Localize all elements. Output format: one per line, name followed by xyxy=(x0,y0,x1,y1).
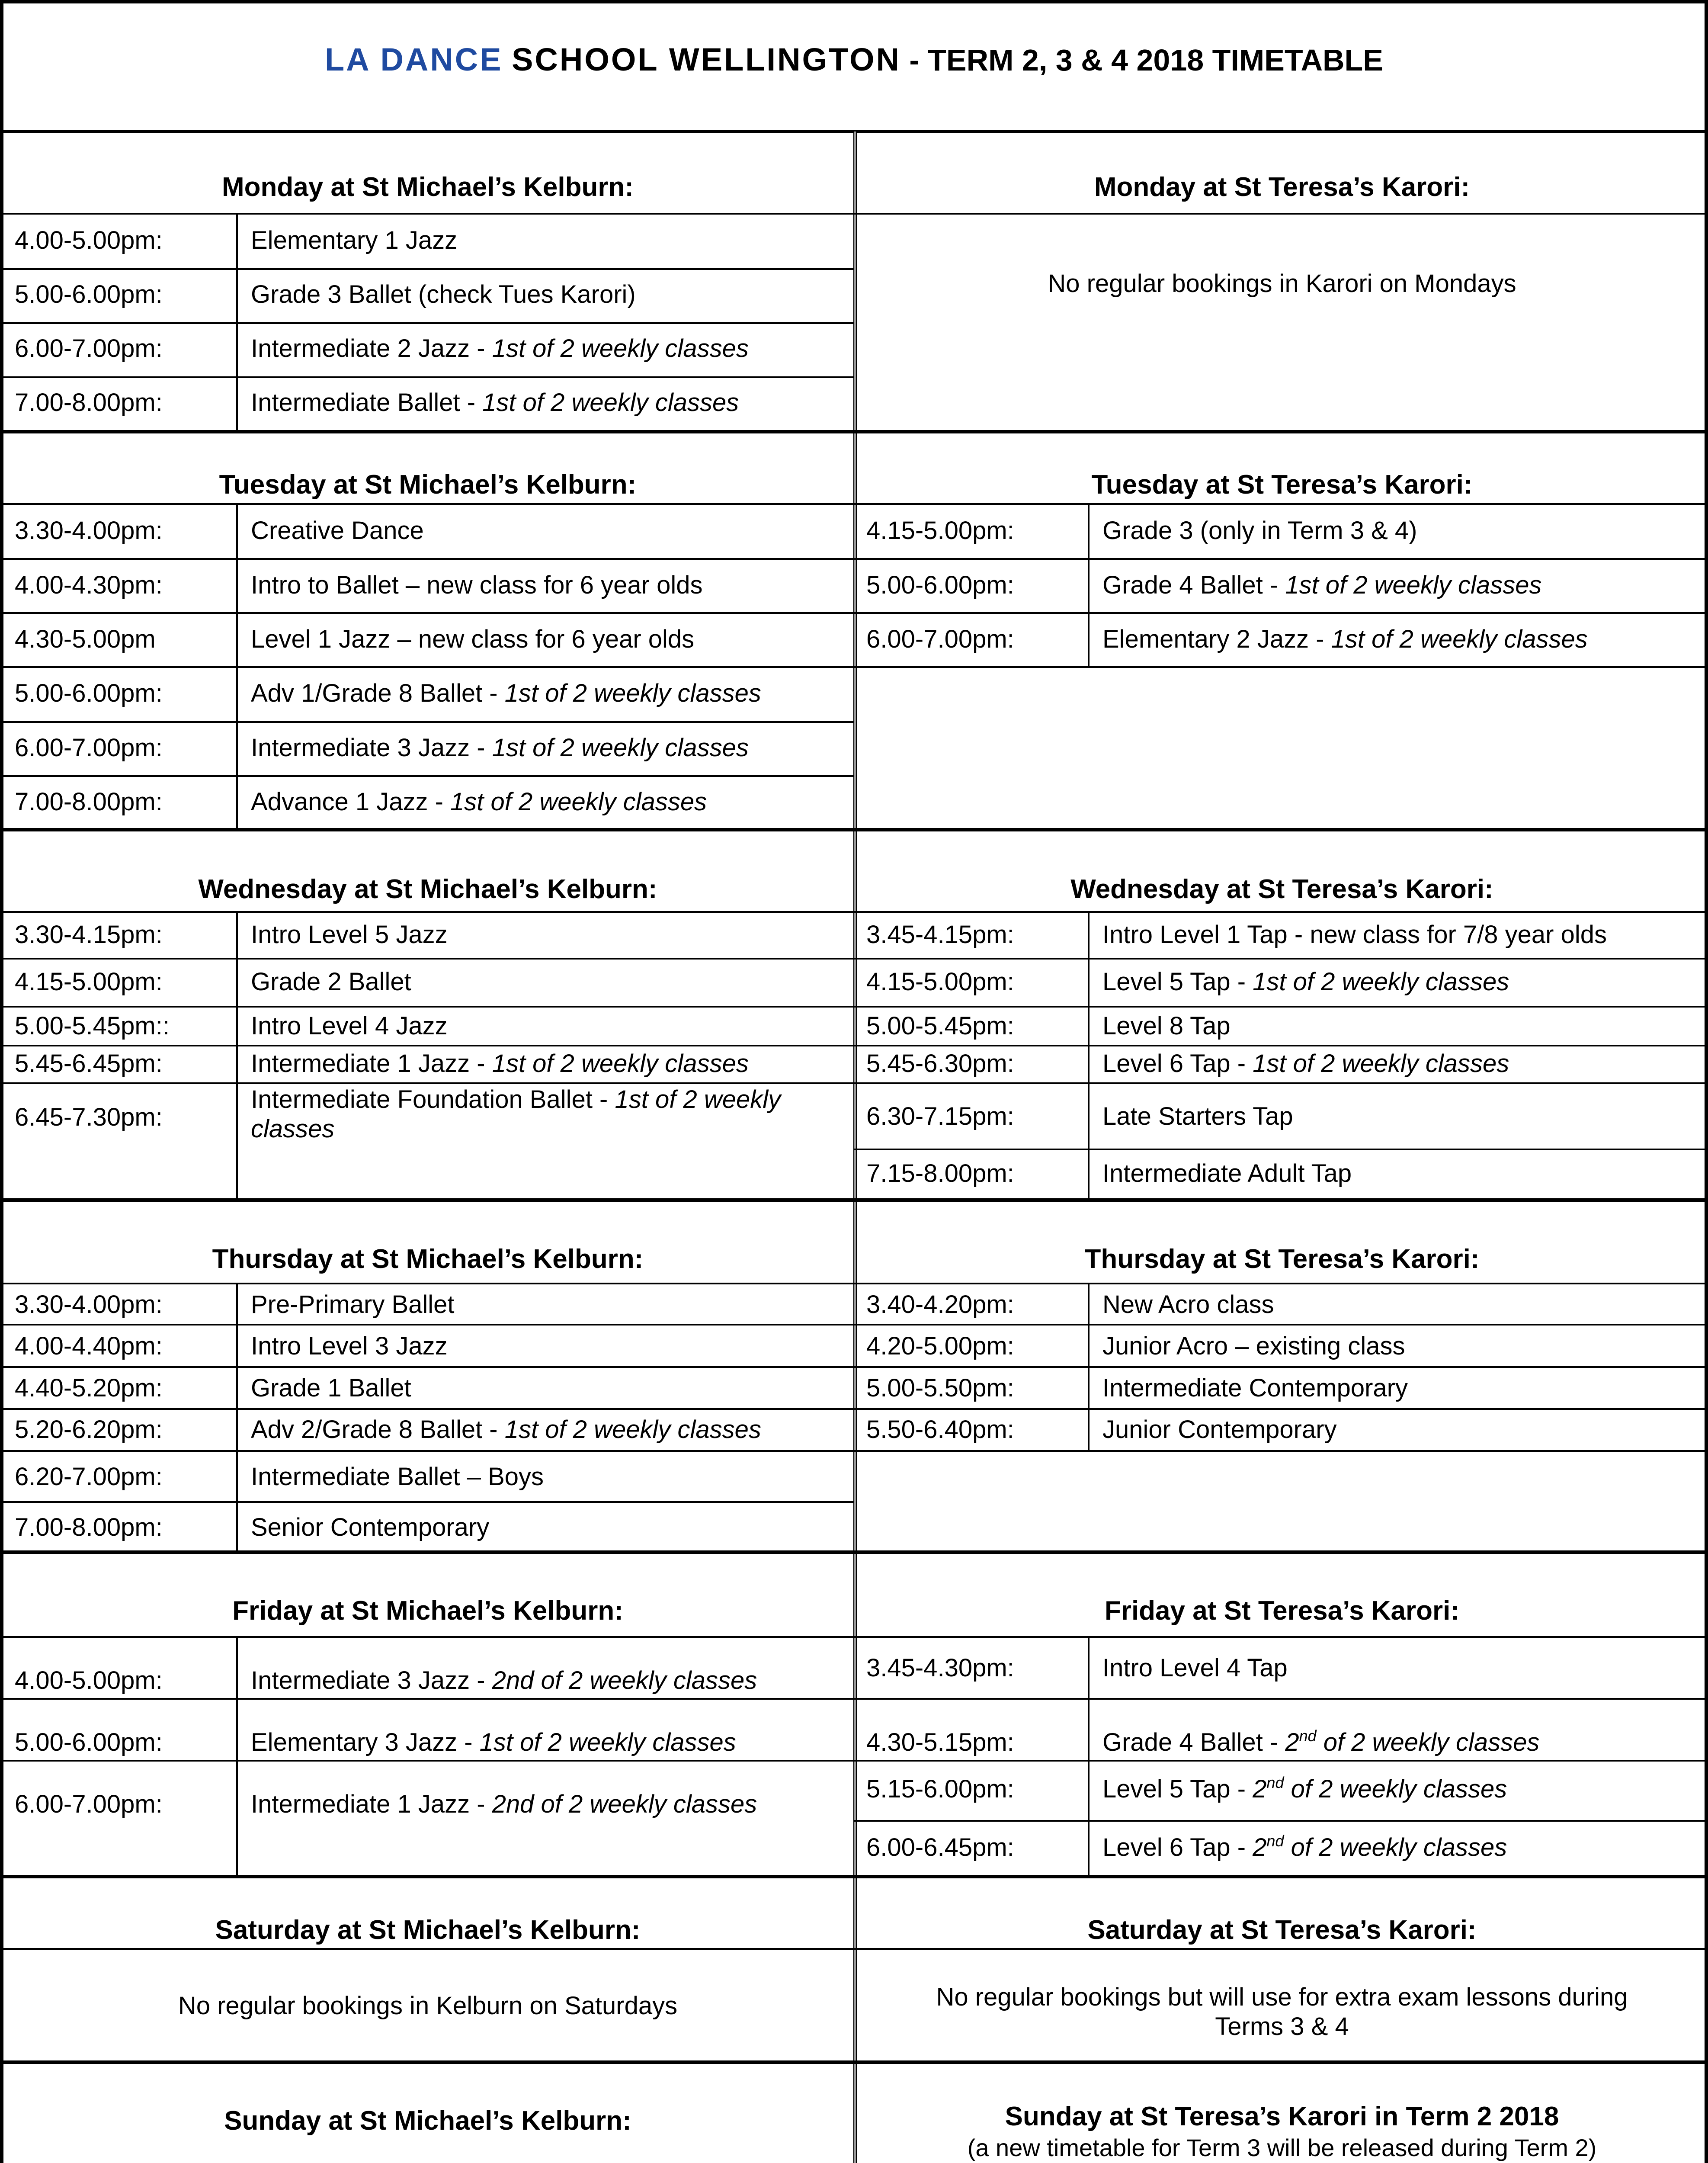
class-title: Senior Contemporary xyxy=(251,1513,490,1541)
class-title: Elementary 2 Jazz - xyxy=(1102,625,1331,653)
class-title: Late Starters Tap xyxy=(1102,1102,1293,1130)
day-separator xyxy=(0,828,1708,831)
class-title: Intro Level 1 Tap - new class for 7/8 year olds xyxy=(1102,921,1607,949)
class-time: 5.00-6.00pm: xyxy=(15,679,163,707)
rule xyxy=(0,1501,854,1503)
class-title: Intro Level 4 Tap xyxy=(1102,1654,1288,1682)
class-time: 5.45-6.45pm: xyxy=(15,1049,163,1078)
page-title xyxy=(0,41,1708,78)
day-heading: Thursday at St Teresa’s Karori: xyxy=(1084,1244,1480,1274)
class-title: Pre-Primary Ballet xyxy=(251,1290,455,1319)
class-name xyxy=(251,388,739,417)
class-note: 1st of 2 weekly classes xyxy=(504,1415,761,1444)
rule xyxy=(0,1636,1708,1638)
class-title: Intermediate 1 Jazz - xyxy=(251,1049,492,1078)
class-name xyxy=(1102,1159,1352,1188)
class-title: Grade 3 (only in Term 3 & 4) xyxy=(1102,517,1417,545)
class-title: Intro to Ballet – new class for 6 year olds xyxy=(251,571,703,599)
class-time: 5.00-6.00pm: xyxy=(15,1728,163,1756)
class-title: Intermediate Ballet – Boys xyxy=(251,1463,544,1491)
day-heading: Saturday at St Teresa’s Karori: xyxy=(1087,1915,1477,1945)
class-time: 4.15-5.00pm: xyxy=(15,968,163,996)
class-name xyxy=(1102,1102,1293,1131)
class-name xyxy=(251,517,424,545)
class-title: Intermediate Contemporary xyxy=(1102,1374,1408,1402)
class-name xyxy=(251,968,411,996)
class-note: 1st of 2 weekly classes xyxy=(479,1728,736,1756)
class-note: 2nd of 2 weekly classes xyxy=(492,1790,757,1818)
class-name xyxy=(251,571,703,600)
class-title: Grade 4 Ballet - xyxy=(1102,571,1285,599)
class-time: 7.00-8.00pm: xyxy=(15,388,163,417)
class-time: 5.00-5.50pm: xyxy=(866,1374,1014,1402)
class-name xyxy=(1102,571,1541,600)
class-time: 4.40-5.20pm: xyxy=(15,1374,163,1402)
ordinal-suffix: nd xyxy=(1266,1832,1284,1850)
rule xyxy=(0,1366,1708,1368)
class-name xyxy=(251,1728,736,1757)
day-heading: Sunday at St Teresa’s Karori in Term 2 2018 xyxy=(1005,2102,1559,2131)
class-name xyxy=(251,1374,411,1402)
class-time: 5.00-5.45pm:: xyxy=(15,1012,170,1040)
class-name xyxy=(251,734,749,762)
school-name: SCHOOL WELLINGTON xyxy=(512,42,901,77)
day-heading: Wednesday at St Teresa’s Karori: xyxy=(1070,874,1493,904)
class-time: 5.15-6.00pm: xyxy=(866,1775,1014,1803)
class-time: 5.45-6.30pm: xyxy=(866,1049,1014,1078)
day-heading: Monday at St Teresa’s Karori: xyxy=(1094,172,1470,202)
rule xyxy=(0,612,1708,614)
class-title: Junior Contemporary xyxy=(1102,1415,1337,1444)
class-time: 6.45-7.30pm: xyxy=(15,1103,163,1131)
day-heading: Wednesday at St Michael’s Kelburn: xyxy=(198,874,657,904)
class-note: 1st of 2 weekly classes xyxy=(450,788,707,816)
no-bookings-note: No regular bookings in Karori on Mondays xyxy=(1048,270,1516,298)
rule xyxy=(854,1820,1708,1822)
class-note: 2 xyxy=(1285,1728,1299,1756)
ordinal-suffix: nd xyxy=(1299,1727,1317,1745)
rule xyxy=(236,1636,238,1877)
class-title: Elementary 1 Jazz xyxy=(251,226,458,254)
rule xyxy=(0,1948,1708,1950)
class-note: 1st of 2 weekly classes xyxy=(1253,968,1509,996)
class-title: Advance 1 Jazz - xyxy=(251,788,450,816)
rule xyxy=(0,1760,854,1762)
rule xyxy=(0,1450,1708,1452)
class-time: 3.30-4.00pm: xyxy=(15,1290,163,1319)
rule xyxy=(0,1408,1708,1410)
class-note: 1st of 2 weekly classes xyxy=(492,1049,749,1078)
class-title: Intermediate 1 Jazz - xyxy=(251,1790,492,1818)
class-title: Level 6 Tap - xyxy=(1102,1833,1253,1861)
class-name xyxy=(1102,1290,1274,1319)
rule xyxy=(0,322,854,324)
class-time: 7.00-8.00pm: xyxy=(15,1513,163,1541)
rule xyxy=(0,1006,1708,1008)
class-name xyxy=(1102,1049,1509,1078)
rule xyxy=(0,213,1708,215)
class-name xyxy=(1102,1775,1507,1804)
class-time: 4.00-4.30pm: xyxy=(15,571,163,599)
class-time: 4.20-5.00pm: xyxy=(866,1332,1014,1360)
class-name xyxy=(251,1666,757,1695)
class-note: 2nd of 2 weekly classes xyxy=(492,1666,757,1694)
class-time: 3.30-4.00pm: xyxy=(15,517,163,545)
class-note: 1st of 2 weekly classes xyxy=(504,679,761,707)
class-time: 6.00-6.45pm: xyxy=(866,1833,1014,1861)
class-time: 6.20-7.00pm: xyxy=(15,1463,163,1491)
class-note: of 2 weekly classes xyxy=(1316,1728,1540,1756)
rule xyxy=(0,911,1708,913)
class-name xyxy=(251,280,636,309)
class-time: 6.00-7.00pm: xyxy=(15,1790,163,1818)
rule xyxy=(0,1283,1708,1284)
rule xyxy=(1088,1636,1090,1877)
class-title: Level 8 Tap xyxy=(1102,1012,1231,1040)
class-time: 6.00-7.00pm: xyxy=(15,334,163,363)
class-note: 1st of 2 weekly classes xyxy=(1253,1049,1509,1078)
class-name xyxy=(251,788,707,816)
rule xyxy=(0,775,854,777)
day-separator xyxy=(0,1875,1708,1878)
rule xyxy=(854,1149,1708,1150)
class-time: 6.30-7.15pm: xyxy=(866,1102,1014,1130)
day-separator xyxy=(0,1550,1708,1554)
class-name xyxy=(251,1463,544,1491)
rule xyxy=(1088,911,1090,1201)
rule xyxy=(236,1283,238,1553)
class-name xyxy=(1102,1012,1231,1040)
class-title: Elementary 3 Jazz - xyxy=(251,1728,480,1756)
class-note: 2 xyxy=(1253,1833,1267,1861)
class-title: Junior Acro – existing class xyxy=(1102,1332,1405,1360)
class-title: Creative Dance xyxy=(251,517,424,545)
class-title: Grade 4 Ballet - xyxy=(1102,1728,1285,1756)
class-name xyxy=(251,1332,448,1361)
day-heading: Tuesday at St Teresa’s Karori: xyxy=(1091,470,1473,500)
class-time: 5.00-5.45pm: xyxy=(866,1012,1014,1040)
class-name xyxy=(1102,517,1417,545)
class-title: Grade 2 Ballet xyxy=(251,968,411,996)
day-separator xyxy=(0,2060,1708,2064)
class-title: Intro Level 5 Jazz xyxy=(251,921,448,949)
rule xyxy=(236,911,238,1201)
class-time: 6.00-7.00pm: xyxy=(15,734,163,762)
class-name xyxy=(251,1790,757,1819)
class-time: 3.45-4.15pm: xyxy=(866,921,1014,949)
class-name xyxy=(1102,1833,1507,1862)
class-note: 2 xyxy=(1253,1775,1267,1803)
rule xyxy=(0,268,854,270)
day-heading: Saturday at St Michael’s Kelburn: xyxy=(215,1915,641,1945)
class-title: Intermediate 2 Jazz - xyxy=(251,334,492,363)
class-time: 5.50-6.40pm: xyxy=(866,1415,1014,1444)
day-heading: Friday at St Teresa’s Karori: xyxy=(1104,1596,1460,1626)
class-title: Adv 2/Grade 8 Ballet - xyxy=(251,1415,505,1444)
class-title: New Acro class xyxy=(1102,1290,1274,1319)
class-note: 1st of 2 weekly classes xyxy=(1285,571,1542,599)
class-note: 1st of 2 weekly classes xyxy=(492,734,749,762)
class-name xyxy=(251,625,694,654)
rule xyxy=(0,1082,1708,1084)
day-separator xyxy=(0,430,1708,433)
rule xyxy=(0,503,1708,505)
brand-name: LA DANCE xyxy=(324,42,503,77)
day-heading: Friday at St Michael’s Kelburn: xyxy=(232,1596,623,1626)
class-title: Grade 3 Ballet (check Tues Karori) xyxy=(251,280,636,308)
class-title: Grade 1 Ballet xyxy=(251,1374,411,1402)
class-name xyxy=(1102,921,1607,949)
class-name xyxy=(251,1085,781,1114)
class-time: 4.00-5.00pm: xyxy=(15,226,163,254)
class-time: 4.15-5.00pm: xyxy=(866,517,1014,545)
class-time: 4.30-5.15pm: xyxy=(866,1728,1014,1756)
class-title: Intro Level 4 Jazz xyxy=(251,1012,448,1040)
no-bookings-note: Terms 3 & 4 xyxy=(1215,2012,1349,2041)
column-divider xyxy=(853,132,857,2163)
day-heading: Thursday at St Michael’s Kelburn: xyxy=(212,1244,644,1274)
class-title: Intermediate Foundation Ballet - xyxy=(251,1085,615,1114)
class-name xyxy=(1102,1332,1405,1361)
class-time: 5.20-6.20pm: xyxy=(15,1415,163,1444)
class-time: 3.30-4.15pm: xyxy=(15,921,163,949)
no-bookings-note: No regular bookings but will use for extra exam lessons during xyxy=(936,1983,1628,2011)
day-heading: Tuesday at St Michael’s Kelburn: xyxy=(219,470,637,500)
rule xyxy=(0,376,854,378)
class-time: 3.45-4.30pm: xyxy=(866,1654,1014,1682)
class-note: 1st of 2 weekly classes xyxy=(482,388,739,417)
class-title: Intermediate Adult Tap xyxy=(1102,1159,1352,1187)
class-time: 4.00-4.40pm: xyxy=(15,1332,163,1360)
class-time: 5.00-6.00pm: xyxy=(15,280,163,308)
class-time: 4.15-5.00pm: xyxy=(866,968,1014,996)
class-name xyxy=(251,679,761,708)
class-name xyxy=(1102,1415,1337,1444)
rule xyxy=(0,1324,1708,1325)
day-separator xyxy=(0,1198,1708,1202)
class-name xyxy=(1102,625,1588,654)
class-time: 6.00-7.00pm: xyxy=(866,625,1014,653)
class-name xyxy=(1102,1654,1288,1682)
class-note: of 2 weekly classes xyxy=(1284,1833,1507,1861)
no-bookings-note: No regular bookings in Kelburn on Saturdays xyxy=(178,1992,678,2020)
class-time: 4.30-5.00pm xyxy=(15,625,156,653)
day-subheading: (a new timetable for Term 3 will be released during Term 2) xyxy=(967,2134,1597,2161)
class-note: 1st of 2 weekly classes xyxy=(492,334,749,363)
class-name xyxy=(1102,968,1509,996)
class-title: Level 6 Tap - xyxy=(1102,1049,1253,1078)
class-note: 1st of 2 weekly xyxy=(615,1085,781,1114)
class-title: Level 1 Jazz – new class for 6 year olds xyxy=(251,625,695,653)
day-heading: Sunday at St Michael’s Kelburn: xyxy=(224,2106,631,2136)
rule xyxy=(1088,503,1090,667)
class-note: of 2 weekly classes xyxy=(1284,1775,1507,1803)
class-title: Intermediate Ballet - xyxy=(251,388,483,417)
rule xyxy=(1088,1283,1090,1451)
class-title: Level 5 Tap - xyxy=(1102,1775,1253,1803)
rule xyxy=(0,1698,854,1700)
rule xyxy=(0,558,1708,560)
rule xyxy=(0,1045,1708,1046)
class-name xyxy=(251,1115,334,1143)
class-time: 4.00-5.00pm: xyxy=(15,1666,163,1694)
class-name xyxy=(251,921,448,949)
class-name xyxy=(251,1012,448,1040)
rule xyxy=(0,666,1708,668)
day-heading: Monday at St Michael’s Kelburn: xyxy=(222,172,634,202)
class-title: Intro Level 3 Jazz xyxy=(251,1332,448,1360)
rule xyxy=(854,1760,1708,1762)
class-note: 1st of 2 weekly classes xyxy=(1331,625,1588,653)
term-title: - TERM 2, 3 & 4 2018 TIMETABLE xyxy=(900,43,1383,77)
class-title: Intermediate 3 Jazz - xyxy=(251,734,492,762)
class-note: classes xyxy=(251,1115,335,1143)
class-title: Adv 1/Grade 8 Ballet - xyxy=(251,679,505,707)
class-name xyxy=(251,1290,455,1319)
class-name xyxy=(251,226,457,255)
class-time: 7.15-8.00pm: xyxy=(866,1159,1014,1187)
class-title: Intermediate 3 Jazz - xyxy=(251,1666,492,1694)
rule xyxy=(236,503,238,831)
class-name xyxy=(1102,1728,1539,1757)
rule xyxy=(854,1698,1708,1700)
class-name xyxy=(1102,1374,1408,1402)
class-time: 7.00-8.00pm: xyxy=(15,788,163,816)
ordinal-suffix: nd xyxy=(1266,1774,1284,1791)
class-name xyxy=(251,334,749,363)
class-time: 5.00-6.00pm: xyxy=(866,571,1014,599)
class-time: 3.40-4.20pm: xyxy=(866,1290,1014,1319)
class-title: Level 5 Tap - xyxy=(1102,968,1253,996)
class-name xyxy=(251,1415,761,1444)
rule xyxy=(236,213,238,430)
class-name xyxy=(251,1049,749,1078)
rule xyxy=(0,958,1708,960)
rule xyxy=(0,721,854,723)
class-name xyxy=(251,1513,489,1542)
